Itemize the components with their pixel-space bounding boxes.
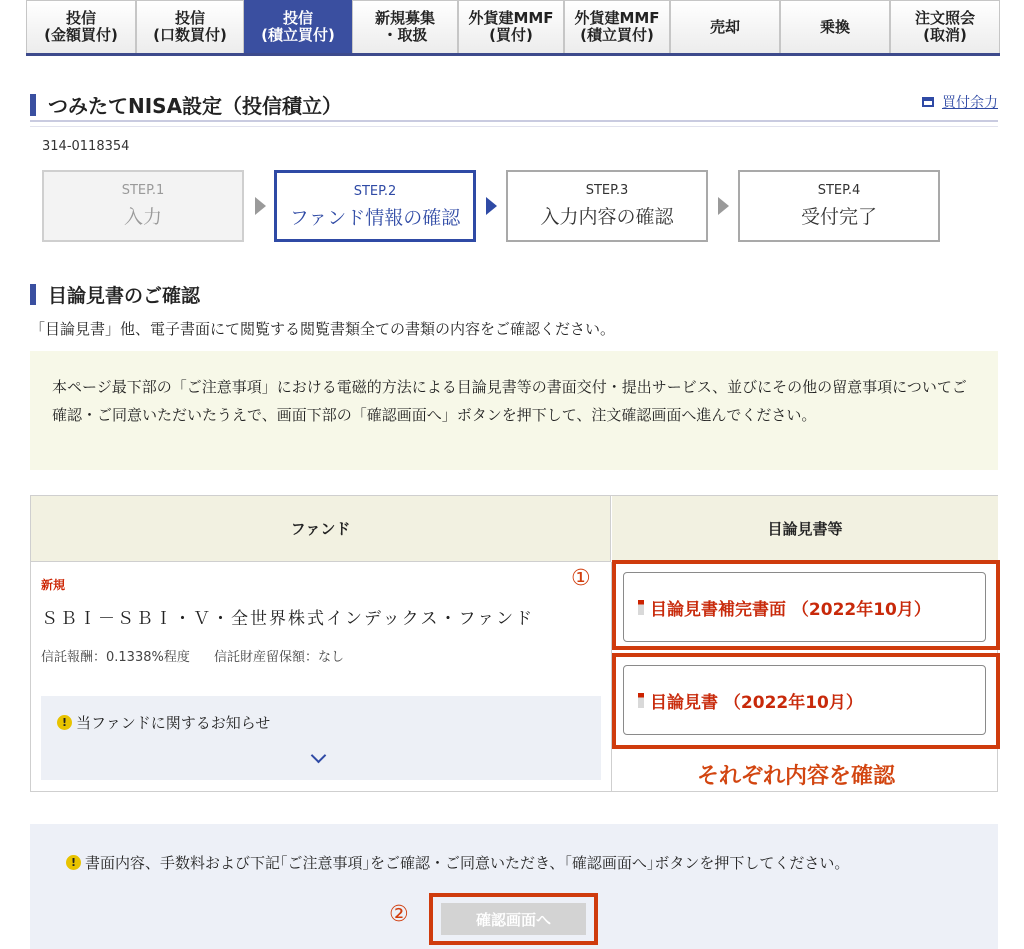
confirm-instruction-text: 書面内容、手数料および下記｢ご注意事項｣をご確認・ご同意いただき、｢確認画面へ｣ボタンを押下してください。	[85, 854, 850, 872]
step-label: 受付完了	[800, 206, 877, 228]
step-4	[738, 170, 940, 242]
tab-fund-amount-buy[interactable]	[26, 0, 136, 53]
tab-label: 新規募集	[374, 9, 435, 27]
title-bar-marker	[30, 284, 36, 305]
annotation-mark-2: ②	[389, 902, 409, 927]
chevron-down-icon[interactable]	[311, 748, 327, 764]
prospectus-title-text: 目論見書のご確認	[48, 285, 201, 307]
fund-news-heading	[57, 712, 270, 733]
tab-sell[interactable]	[670, 0, 780, 53]
title-bar-marker	[30, 94, 36, 116]
order-tabs	[26, 0, 1000, 56]
trust-fee: 信託報酬：0.1338%程度	[41, 650, 190, 665]
fund-name: ＳＢＩ－ＳＢＩ・Ｖ・全世界株式インデックス・ファンド	[41, 609, 535, 629]
tab-label: 注文照会	[914, 9, 975, 27]
tab-label: 投信	[174, 9, 205, 27]
tab-switch[interactable]	[780, 0, 890, 53]
notice-text: 本ページ最下部の「ご注意事項」における電磁的方法による目論見書等の書面交付・提出サービス、並びにその他の留意事項についてご確認・ご同意いただいたうえで、画面下部の「確認画面へ」ボタンを押下して、注文確認画面へ進んでください。	[52, 378, 967, 424]
tab-sublabel: (口数買付)	[153, 26, 227, 44]
tab-label: 投信	[282, 9, 313, 27]
prospectus-button[interactable]	[623, 665, 986, 735]
tab-fund-unit-buy[interactable]	[136, 0, 244, 53]
step-number: STEP.1	[121, 183, 165, 198]
tab-sublabel: (取消)	[923, 26, 967, 44]
step-number: STEP.2	[353, 184, 397, 199]
step-1	[42, 170, 244, 242]
prospectus-intro: 「目論見書」他、電子書面にて閲覧する閲覧書類全ての書類の内容をご確認ください。	[30, 320, 616, 338]
notice-box	[30, 351, 998, 470]
tab-order-inquiry[interactable]	[890, 0, 1000, 53]
step-3	[506, 170, 708, 242]
title-divider	[30, 120, 998, 122]
tab-label: 外貨建MMF	[574, 9, 660, 27]
step-label: 入力内容の確認	[540, 206, 674, 228]
tab-foreign-mmf-accumulation[interactable]	[564, 0, 670, 53]
prospectus-supplement-button[interactable]	[623, 572, 986, 642]
tab-sublabel: (買付)	[489, 26, 533, 44]
tab-new-offering[interactable]	[352, 0, 458, 53]
warning-icon: !	[66, 855, 81, 870]
tab-foreign-mmf-buy[interactable]	[458, 0, 564, 53]
pdf-icon	[638, 600, 644, 615]
fund-news-panel[interactable]	[41, 696, 601, 780]
new-badge: 新規	[41, 578, 66, 592]
fund-column-header: ファンド	[31, 496, 611, 562]
trust-reserve: 信託財産留保額：なし	[213, 650, 344, 665]
tab-sublabel: (金額買付)	[44, 26, 118, 44]
prospectus-supplement-label: 目論見書補完書面 （2022年10月）	[650, 599, 931, 620]
annotation-mark-1: ①	[571, 566, 591, 591]
confirm-instruction	[66, 852, 849, 873]
tab-label: 投信	[65, 9, 96, 27]
account-number: 314-0118354	[42, 139, 130, 154]
page-title-text: つみたてNISA設定（投信積立）	[48, 94, 343, 118]
tab-label: 乗換	[819, 17, 850, 36]
page-title	[30, 90, 342, 119]
docs-column-header: 目論見書等	[612, 496, 998, 562]
step-arrow-icon	[486, 197, 497, 215]
warning-icon: !	[57, 715, 72, 730]
fund-news-label: 当ファンドに関するお知らせ	[76, 714, 271, 732]
fund-fees	[41, 646, 364, 665]
buying-power-label: 買付余力	[942, 95, 998, 111]
step-number: STEP.3	[585, 183, 629, 198]
step-label: ファンド情報の確認	[289, 207, 461, 229]
title-divider-light	[30, 126, 998, 127]
prospectus-title	[30, 281, 200, 308]
step-number: STEP.4	[817, 183, 861, 198]
tab-sublabel: (積立買付)	[580, 26, 654, 44]
buying-power-link[interactable]	[922, 92, 998, 112]
tab-sublabel: ・取扱	[382, 26, 428, 44]
tab-fund-accumulation-buy[interactable]	[244, 0, 352, 53]
tab-label: 売却	[709, 17, 740, 36]
annotation-note: それぞれ内容を確認	[697, 764, 896, 789]
step-2	[274, 170, 476, 242]
step-arrow-icon	[255, 197, 266, 215]
confirm-screen-button[interactable]: 確認画面へ	[441, 903, 586, 935]
tab-sublabel: (積立買付)	[261, 26, 335, 44]
tab-label: 外貨建MMF	[468, 9, 554, 27]
pdf-icon	[638, 693, 644, 708]
new-window-icon	[922, 97, 934, 107]
step-arrow-icon	[718, 197, 729, 215]
step-label: 入力	[123, 206, 162, 228]
prospectus-label: 目論見書 （2022年10月）	[650, 692, 863, 713]
